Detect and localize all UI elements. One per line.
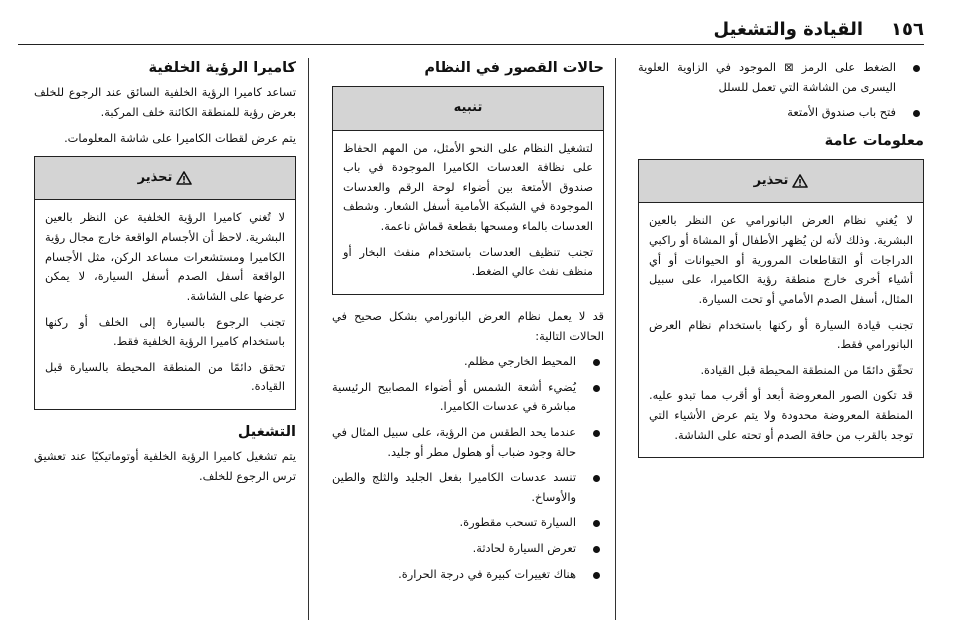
page-header (18, 6, 924, 45)
warning-paragraph: لا يُغني نظام العرض البانورامي عن النظر بالعين البشرية. وذلك لأنه لن يُظهر الأطفال أو المشاة أو راكبي الدراجات أو التقاطعات المرورية أو الحيوانات أو أي أشياء أخرى خارج منطقة رؤية الكاميرا، على سبيل المثال، أسفل الصدم الأمامي أو تحت السيارة. (649, 213, 913, 306)
bullet-list (332, 352, 604, 584)
column-divider (615, 58, 616, 620)
body-paragraph: تساعد كاميرا الرؤية الخلفية السائق عند الرجوع للخلف بعرض رؤية للمنطقة الكائنة خلف المركبة. (34, 85, 296, 119)
notice-paragraph: لتشغيل النظام على النحو الأمثل، من المهم الحفاظ على نظافة العدسات الكاميرا الموجودة في باب صندوق الأمتعة بين أضواء لوحة الرقم والعدسات الموجودة في الشبكة الأمامية أسفل الشعار. وشطف العدسات بالماء ومسحها بقطعة قماش ناعمة. (343, 140, 593, 234)
column-middle (332, 58, 604, 590)
body-paragraph: يتم عرض لقطات الكاميرا على شاشة المعلومات. (64, 130, 296, 145)
warning-paragraph: تجنب الرجوع بالسيارة إلى الخلف أو ركنها باستخدام كاميرا الرؤية الخلفية فقط. (45, 314, 285, 349)
list-item: هناك تغييرات كبيرة في درجة الحرارة. (332, 565, 604, 585)
page-number: ١٥٦ (891, 19, 924, 40)
rear-camera-heading: كاميرا الرؤية الخلفية (148, 60, 296, 76)
warning-triangle-icon (176, 171, 192, 185)
warning-box (34, 156, 296, 410)
warning-paragraph: لا تُغني كاميرا الرؤية الخلفية عن النظر بالعين البشرية. لاحظ أن الأجسام الواقعة خارج مجال رؤية الكاميرا ومستشعرات مساعد الركن، مثل الأجسام الواقعة أسفل الصدم أسفل السيارة، لا يمكن عرضها على الشاشة. (45, 210, 285, 303)
column-right (638, 58, 924, 470)
warning-triangle-icon (792, 174, 808, 188)
general-info-heading: معلومات عامة (824, 132, 924, 149)
column-left (34, 58, 296, 492)
column-divider (308, 58, 309, 620)
notice-paragraph: تجنب تنظيف العدسات باستخدام منفث البخار أو منظف نفث عالي الضغط. (343, 244, 593, 279)
list-item: يُضيء أشعة الشمس أو أضواء المصابيح الرئيسية مباشرة في عدسات الكاميرا. (332, 378, 604, 417)
bullet-list (638, 58, 924, 123)
operation-paragraph: يتم تشغيل كاميرا الرؤية الخلفية أوتوماتيكيًا عند تعشيق ترس الرجوع للخلف. (34, 449, 296, 483)
notice-box (332, 86, 604, 295)
warning-paragraph: قد تكون الصور المعروضة أبعد أو أقرب مما تبدو عليه. المنطقة المعروضة محدودة ولا يتم عرض الأشياء التي توجد بالقرب من حافة الصدم أو تحته على الشاشة. (649, 388, 913, 442)
list-item: تعرض السيارة لحادثة. (332, 539, 604, 559)
limitations-heading: حالات القصور في النظام (424, 60, 604, 76)
warning-paragraph: تحقق دائمًا من المنطقة المحيطة بالسيارة قبل القيادة. (45, 359, 285, 394)
limitations-intro: قد لا يعمل نظام العرض البانورامي بشكل صحيح في الحالات التالية: (332, 308, 604, 343)
warning-title: تحذير (137, 170, 173, 186)
list-item: الضغط على الرمز ⊠ الموجود في الزاوية العلوية اليسرى من الشاشة التي تعمل للسلل (638, 58, 924, 97)
operation-heading: التشغيل (237, 423, 296, 440)
warning-paragraph: تحقّق دائمًا من المنطقة المحيطة قبل القيادة. (700, 362, 913, 377)
warning-header (35, 157, 295, 200)
warning-box (638, 159, 924, 458)
warning-header (639, 160, 923, 203)
list-item: السيارة تسحب مقطورة. (332, 513, 604, 533)
list-item: فتح باب صندوق الأمتعة (638, 103, 924, 123)
warning-title: تحذير (753, 173, 789, 189)
section-title: القيادة والتشغيل (713, 19, 864, 40)
warning-paragraph: تجنب قيادة السيارة أو ركنها باستخدام نظام العرض البانورامي فقط. (649, 317, 913, 352)
list-item: عندما يحد الطقس من الرؤية، على سبيل المثال في حالة وجود ضباب أو هطول مطر أو جليد. (332, 423, 604, 462)
list-item: المحيط الخارجي مظلم. (332, 352, 604, 372)
notice-header (333, 87, 603, 130)
notice-title: تنبيه (453, 100, 483, 116)
list-item: تنسد عدسات الكاميرا بفعل الجليد والثلج والطين والأوساخ. (332, 468, 604, 507)
